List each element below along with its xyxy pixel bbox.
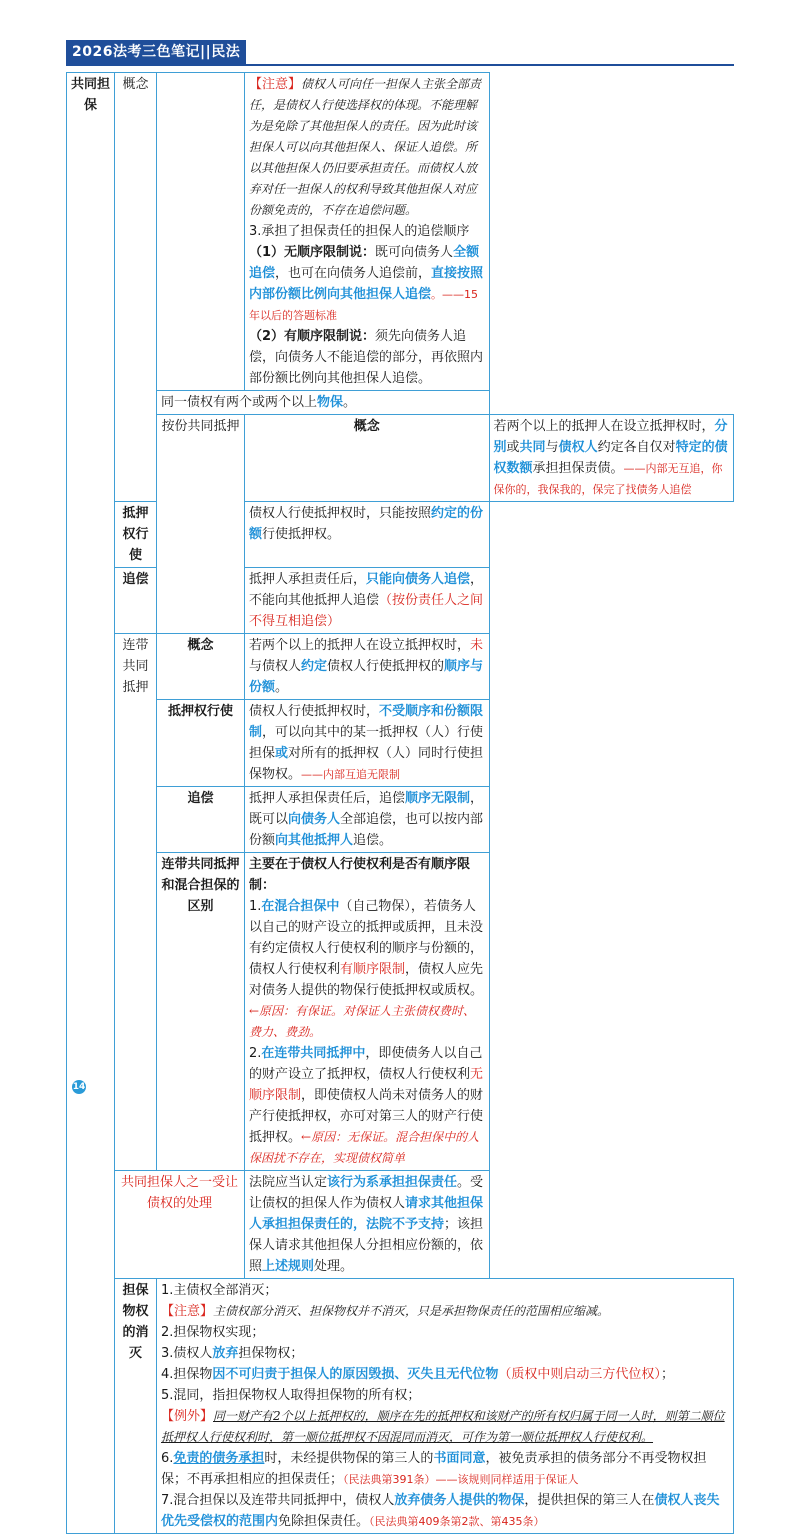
ext-item-6: 6.免责的债务承担时，未经提供物保的第三人的书面同意，被免责承担的债务部分不再受物权担保；不再承担相应的担保责任；（民法典第391条）——该规则同样适用于保证人: [161, 1451, 707, 1487]
anfen-concept: 若两个以上的抵押人在设立抵押权时，分别或共同与债权人约定各自仅对特定的债权数额承担担保责债。——内部无互追，你保你的，我保我的，保完了找债务人追偿: [489, 415, 734, 502]
anfen-recourse-label: 追偿: [115, 568, 157, 634]
ext-item-1: 1.主债权全部消灭；: [161, 1283, 278, 1298]
anfen-exercise-label: 抵押权行使: [115, 502, 157, 568]
liandai-recourse: 抵押人承担保责任后，追偿顺序无限制，既可以向债务人全部追偿，也可以按内部份额向其他抵押人追偿。: [245, 787, 490, 853]
concept-row: 同一债权有两个或两个以上物保。: [157, 391, 490, 415]
transfer-content: 法院应当认定该行为系承担担保责任。受让债权的担保人作为债权人请求其他担保人承担担保责任的，法院不予支持；该担保人请求其他担保人分担相应份额的，依照上述规则处理。: [245, 1171, 490, 1279]
ext-item-3: 3.债权人放弃担保物权；: [161, 1346, 304, 1361]
header-title: 2026法考三色笔记||民法: [66, 40, 246, 64]
liandai-exercise-label: 抵押权行使: [157, 700, 245, 787]
page-header: [66, 40, 734, 66]
note-block: [245, 73, 490, 391]
section-title-xiaomie: 担保物权的消灭: [115, 1279, 157, 1534]
liandai-concept: 若两个以上的抵押人在设立抵押权时，未与债权人约定债权人行使抵押权的顺序与份额。: [245, 634, 490, 700]
page-number: 14: [72, 1082, 86, 1092]
liandai-concept-label: 概念: [157, 634, 245, 700]
difference-1: 1.在混合担保中（自己物保），若债务人以自己的财产设立的抵押或质押，且未没有约定债权人行使权利的顺序与份额的，债权人行使权利有顺序限制，债权人应先对债务人提供的物保行使抵押权或质权。←原因：有保证。对保证人主张债权费时、费力、费劲。: [249, 899, 484, 1039]
liandai-recourse-label: 追偿: [157, 787, 245, 853]
header-rule: [66, 64, 734, 66]
ext-exception: 【例外】同一财产有2个以上抵押权的，顺序在先的抵押权和该财产的所有权归属于同一人时，则第二顺位抵押权人行使权利时，第一顺位抵押权不因混同而消灭，可作为第一顺位抵押权人行使权利。: [161, 1409, 725, 1444]
transfer-label: 共同担保人之一受让债权的处理: [115, 1171, 245, 1279]
liandai-label: 连带共同抵押: [115, 634, 157, 1171]
liandai-exercise: 债权人行使抵押权时，不受顺序和份额限制，可以向其中的某一抵押权（人）行使担保或对所有的抵押权（人）同时行使担保物权。——内部互追无限制: [245, 700, 490, 787]
anfen-exercise: 债权人行使抵押权时，只能按照约定的份额行使抵押权。: [245, 502, 490, 568]
notes-table: [66, 72, 734, 1534]
item3-2: （2）有顺序限制说：须先向债务人追偿，向债务人不能追偿的部分，再依照内部份额比例向其他担保人追偿。: [249, 329, 484, 386]
anfen-concept-label: 概念: [245, 415, 490, 502]
difference-label: 连带共同抵押和混合担保的区别: [157, 853, 245, 1171]
difference-content: [245, 853, 490, 1171]
empty-cell: [157, 73, 245, 391]
section-title-gongtong: 共同担保: [67, 73, 115, 1534]
item3-1: （1）无顺序限制说：既可向债务人全额追偿，也可在向债务人追偿前，直接按照内部份额比例向其他担保人追偿。——15年以后的答题标准: [249, 245, 484, 322]
ext-item-5: 5.混同，指担保物权人取得担保物的所有权；: [161, 1388, 421, 1403]
extinction-content: [157, 1279, 734, 1534]
difference-head: 主要在于债权人行使权利是否有顺序限制：: [249, 857, 471, 893]
ext-item-7: 7.混合担保以及连带共同抵押中，债权人放弃债务人提供的物保，提供担保的第三人在债权人丧失优先受偿权的范围内免除担保责任。（民法典第409条第2款、第435条）: [161, 1493, 720, 1529]
ext-note: 【注意】主债权部分消灭、担保物权并不消灭，只是承担物保责任的范围相应缩减。: [161, 1304, 610, 1319]
ext-item-4: 4.担保物因不可归责于担保人的原因毁损、灭失且无代位物（质权中则启动三方代位权）；: [161, 1367, 674, 1382]
difference-2: 2.在连带共同抵押中，即使债务人以自己的财产设立了抵押权，债权人行使权利无顺序限制，即使债权人尚未对债务人的财产行使抵押权，亦可对第三人的财产行使抵押权。←原因：无保证。混合担保中的人保困扰不存在，实现债权简单: [249, 1046, 484, 1165]
concept-side-label: 概念: [115, 73, 157, 502]
anfen-recourse: 抵押人承担责任后，只能向债务人追偿，不能向其他抵押人追偿（按份责任人之间不得互相追偿）: [245, 568, 490, 634]
note-paragraph: 【注意】债权人可向任一担保人主张全部责任，是债权人行使选择权的体现。不能理解为是免除了其他担保人的责任。因为此时该担保人可以向其他担保人、保证人追偿。所以其他担保人仍旧要承担责任。而债权人放弃对任一担保人的权利导致其他担保人对应份额免责的，不存在追偿问题。: [249, 77, 482, 217]
ext-item-2: 2.担保物权实现；: [161, 1325, 265, 1340]
item3-title: 3.承担了担保责任的担保人的追偿顺序: [249, 224, 470, 239]
anfen-label: 按份共同抵押: [157, 415, 245, 634]
